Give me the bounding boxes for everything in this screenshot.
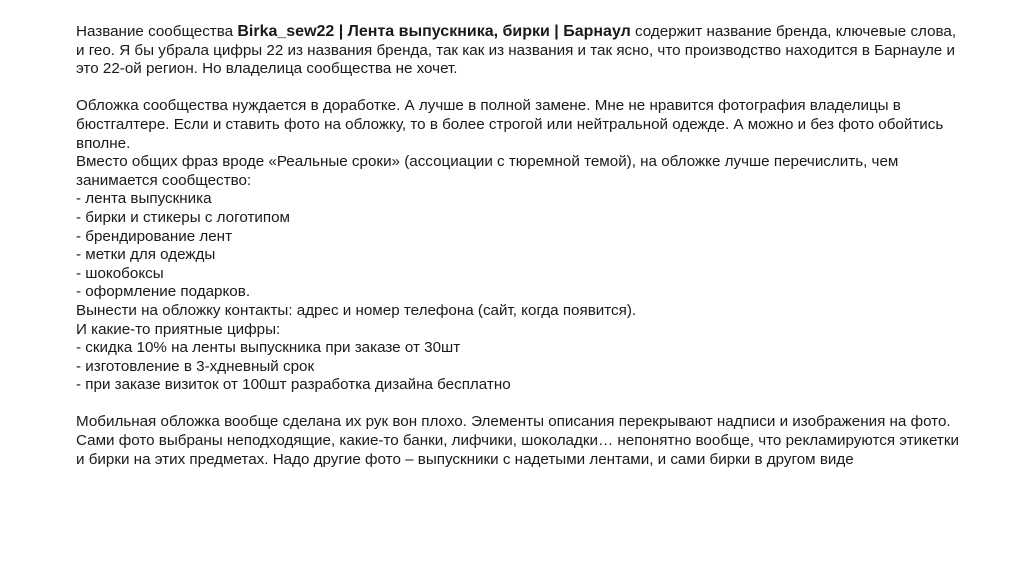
community-name-rest: содержит название бренда, ключевые слова, и гео. Я бы убрала цифры 22 из названия бренда, так как из названия и так ясно, что производство находится в Барнауле и это 22-ой регион. Но владелица сообщества не хочет. [76, 23, 957, 78]
brand-name: Birka_sew22 | Лента выпускника, бирки | Барнаул [237, 23, 631, 40]
paragraph-community-name [76, 23, 968, 79]
paragraph-gap [76, 395, 968, 414]
paragraph-contacts: Вынести на обложку контакты: адрес и номер телефона (сайт, когда появится). [76, 301, 637, 319]
list-item: - метки для одежды [76, 246, 216, 264]
paragraph-mobile-cover: Мобильная обложка вообще сделана их рук вон плохо. Элементы описания перекрывают надписи и изображения на фото. Сами фото выбраны неподходящие, какие-то банки, лифчики, шоколадки… непонятно вообще, что рекламируются этикетки и бирки на этих предметах. Надо другие фото – выпускники с надетыми лентами, и сами бирки в другом виде [76, 413, 959, 468]
list-item: - изготовление в 3-хдневный срок [76, 357, 315, 375]
paragraph-instead-phrases: Вместо общих фраз вроде «Реальные сроки» (ассоциации с тюремной темой), на обложке лучше перечислить, чем занимается сообщество: [76, 153, 899, 189]
list-item: - скидка 10% на ленты выпускника при заказе от 30шт [76, 339, 461, 357]
paragraph-gap [76, 79, 968, 98]
community-name-prefix: Название сообщества [76, 23, 238, 40]
paragraph-cover: Обложка сообщества нуждается в доработке. А лучше в полной замене. Мне не нравится фотография владелицы в бюстгалтере. Если и ставить фото на обложку, то в более строгой или нейтральной одежде. А можно и без фото обойтись вполне. [76, 97, 944, 152]
list-item: - бирки и стикеры с логотипом [76, 208, 290, 226]
list-item: - лента выпускника [76, 190, 212, 208]
list-item: - при заказе визиток от 100шт разработка дизайна бесплатно [76, 376, 511, 394]
list-item: - шокобоксы [76, 264, 164, 282]
paragraph-numbers-intro: И какие-то приятные цифры: [76, 320, 281, 338]
list-item: - оформление подарков. [76, 283, 251, 301]
list-item: - брендирование лент [76, 227, 233, 245]
